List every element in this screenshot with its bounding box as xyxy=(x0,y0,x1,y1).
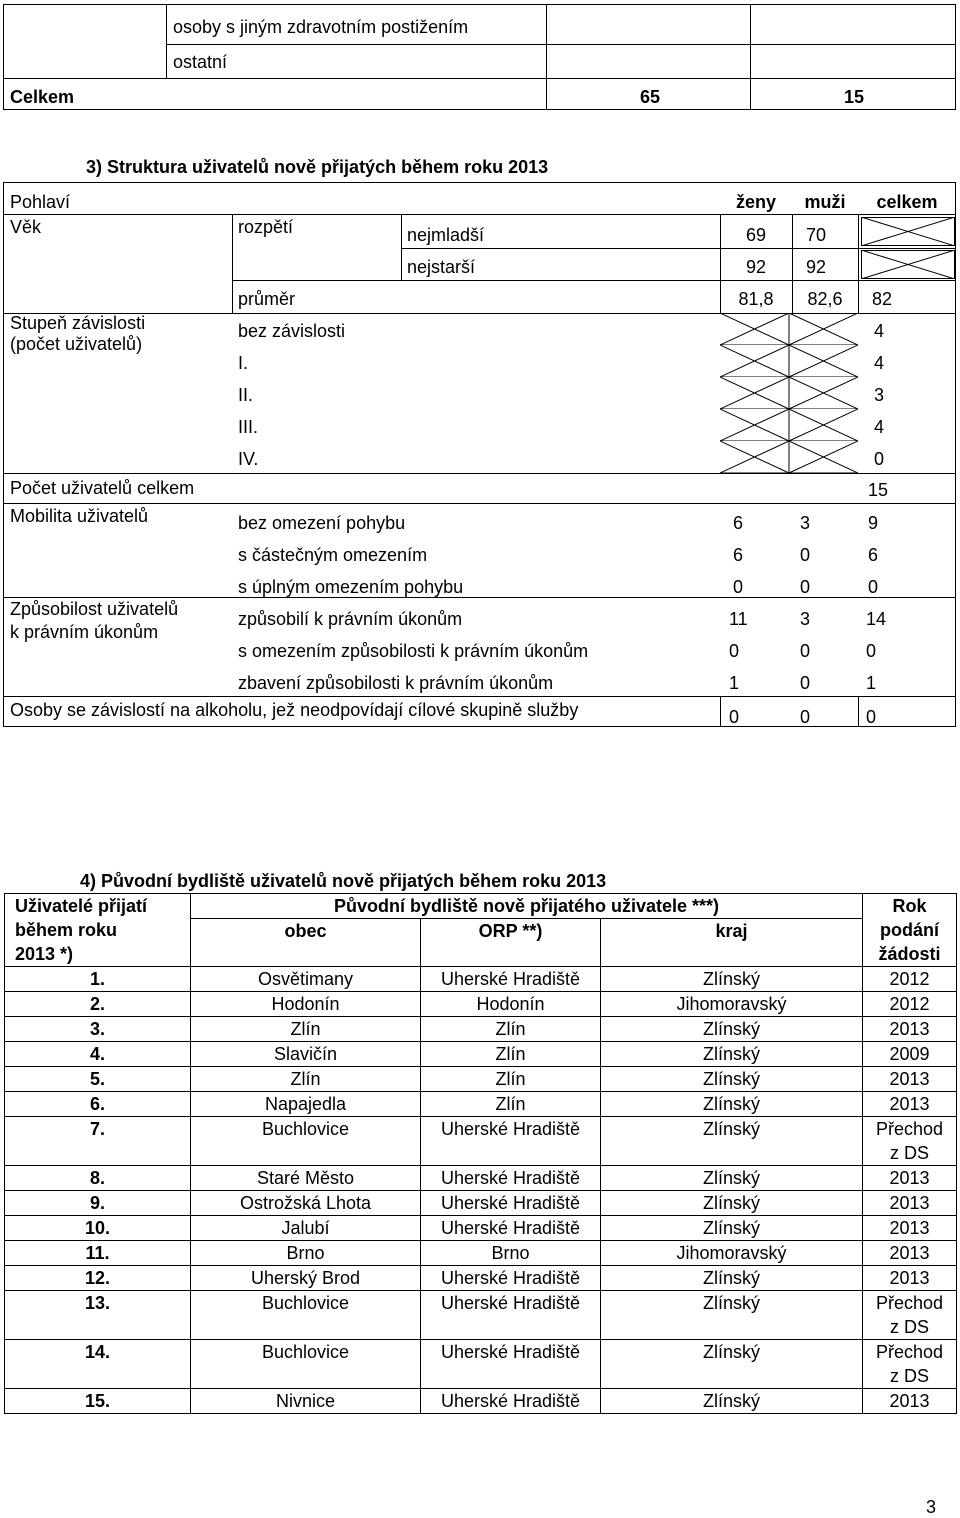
crossed-cell xyxy=(720,377,858,409)
stupen-celkem: 4 xyxy=(873,417,884,437)
section4-heading: 4) Původní bydliště uživatelů nově přijatých během roku 2013 xyxy=(80,871,607,891)
table-row xyxy=(5,1340,957,1389)
cell-orp: Zlín xyxy=(421,1067,601,1092)
stupen-row-label: I. xyxy=(238,353,249,373)
stupen-celkem: 0 xyxy=(873,449,884,469)
prumer-zeny: 81,8 xyxy=(738,289,774,309)
mobilita-label: Mobilita uživatelů xyxy=(10,506,149,526)
cell-rok: 2009 xyxy=(863,1042,957,1067)
cell-obec: Zlín xyxy=(191,1067,421,1092)
crossed-cell xyxy=(861,217,955,246)
cell-orp: Hodonín xyxy=(421,992,601,1017)
mobilita-row-label: bez omezení pohybu xyxy=(238,513,406,533)
table-row xyxy=(5,1241,957,1266)
stupen-label: (počet uživatelů) xyxy=(10,334,143,354)
cell-obec: Zlín xyxy=(191,1017,421,1042)
cell-rok: Přechod z DS xyxy=(863,1291,957,1340)
table-row xyxy=(5,967,957,992)
cell-orp: Zlín xyxy=(421,1042,601,1067)
row-number: 12. xyxy=(5,1266,191,1291)
cell-orp: Zlín xyxy=(421,1092,601,1117)
stupen-label: Stupeň závislosti xyxy=(10,313,146,333)
cell-kraj: Zlínský xyxy=(601,1117,863,1166)
mobilita-row-label: s úplným omezením pohybu xyxy=(238,577,464,597)
zpusobilost-zeny: 0 xyxy=(729,641,740,661)
alkohol-zeny: 0 xyxy=(729,707,740,727)
mobilita-celkem: 9 xyxy=(868,513,879,533)
mobilita-celkem: 6 xyxy=(868,545,879,565)
cell-obec: Buchlovice xyxy=(191,1291,421,1340)
nejstarsi-muzi: 92 xyxy=(805,257,827,277)
cell-rok: 2013 xyxy=(863,1067,957,1092)
row-number: 9. xyxy=(5,1191,191,1216)
cell-kraj: Zlínský xyxy=(601,1340,863,1389)
prumer-celkem: 82 xyxy=(872,289,893,309)
zpusobilost-muzi: 0 xyxy=(800,673,811,693)
zpusobilost-celkem: 0 xyxy=(866,641,877,661)
zpusobilost-zeny: 11 xyxy=(729,609,748,629)
cell-orp: Uherské Hradiště xyxy=(421,1117,601,1166)
cell-kraj: Zlínský xyxy=(601,1266,863,1291)
zpusobilost-label: Způsobilost uživatelů xyxy=(10,599,179,619)
row-number: 7. xyxy=(5,1117,191,1166)
table-row xyxy=(5,1291,957,1340)
cell-kraj: Jihomoravský xyxy=(601,992,863,1017)
cell-obec: Nivnice xyxy=(191,1389,421,1414)
cell-obec: Buchlovice xyxy=(191,1117,421,1166)
cell-kraj: Zlínský xyxy=(601,1389,863,1414)
mobilita-row-label: s částečným omezením xyxy=(238,545,428,565)
cell-obec: Jalubí xyxy=(191,1216,421,1241)
mobilita-zeny: 6 xyxy=(733,545,744,565)
cell-orp: Uherské Hradiště xyxy=(421,1291,601,1340)
cell-orp: Uherské Hradiště xyxy=(421,1389,601,1414)
cell-kraj: Jihomoravský xyxy=(601,1241,863,1266)
cell-obec: Napajedla xyxy=(191,1092,421,1117)
row-number: 3. xyxy=(5,1017,191,1042)
nejmladsi-muzi: 70 xyxy=(805,225,827,245)
zpusobilost-label: k právním úkonům xyxy=(10,622,159,642)
cell-rok: 2012 xyxy=(863,967,957,992)
cell-rok: Přechod z DS xyxy=(863,1117,957,1166)
zpusobilost-celkem: 14 xyxy=(866,609,887,629)
crossed-cell xyxy=(861,250,955,279)
crossed-cell xyxy=(720,441,858,473)
cell-kraj: Zlínský xyxy=(601,967,863,992)
crossed-cell xyxy=(720,313,858,345)
pocet-celkem-label: Počet uživatelů celkem xyxy=(10,478,195,498)
row-number: 14. xyxy=(5,1340,191,1389)
cell-rok: 2012 xyxy=(863,992,957,1017)
cell-rok: 2013 xyxy=(863,1389,957,1414)
cell-obec: Buchlovice xyxy=(191,1340,421,1389)
cell-kraj: Zlínský xyxy=(601,1092,863,1117)
cell-orp: Uherské Hradiště xyxy=(421,967,601,992)
stupen-celkem: 4 xyxy=(873,321,884,341)
table-row xyxy=(5,992,957,1017)
header-rok: Rok podání žádosti xyxy=(863,894,957,967)
row-number: 11. xyxy=(5,1241,191,1266)
cell-rok: 2013 xyxy=(863,1191,957,1216)
table-row xyxy=(5,1042,957,1067)
table-row xyxy=(5,1067,957,1092)
table-row xyxy=(5,1117,957,1166)
section3-heading: 3) Struktura uživatelů nově přijatých během roku 2013 xyxy=(86,157,549,177)
col-header-zeny: ženy xyxy=(735,192,777,212)
alkohol-muzi: 0 xyxy=(800,707,811,727)
page-number: 3 xyxy=(926,1497,937,1517)
zpusobilost-celkem: 1 xyxy=(866,673,877,693)
mobilita-muzi: 0 xyxy=(800,545,811,565)
cell-orp: Zlín xyxy=(421,1017,601,1042)
cell-rok: 2013 xyxy=(863,1266,957,1291)
table-row xyxy=(5,1017,957,1042)
mobilita-muzi: 3 xyxy=(800,513,811,533)
row-number: 6. xyxy=(5,1092,191,1117)
cell-rok: 2013 xyxy=(863,1216,957,1241)
cell-kraj: Zlínský xyxy=(601,1216,863,1241)
nejmladsi-zeny: 69 xyxy=(745,225,767,245)
vek-label: Věk xyxy=(10,217,42,237)
row-number: 15. xyxy=(5,1389,191,1414)
table1-row-label: osoby s jiným zdravotním postižením xyxy=(173,17,469,37)
cell-orp: Uherské Hradiště xyxy=(421,1166,601,1191)
zpusobilost-muzi: 3 xyxy=(800,609,811,629)
residence-table xyxy=(4,893,957,1414)
row-number: 4. xyxy=(5,1042,191,1067)
stupen-row-label: II. xyxy=(238,385,254,405)
nejstarsi-label: nejstarší xyxy=(407,257,476,277)
zpusobilost-row-label: způsobilí k právním úkonům xyxy=(238,609,463,629)
nejmladsi-label: nejmladší xyxy=(407,225,485,245)
row-number: 2. xyxy=(5,992,191,1017)
cell-obec: Osvětimany xyxy=(191,967,421,992)
pocet-celkem-value: 15 xyxy=(867,480,888,500)
cell-kraj: Zlínský xyxy=(601,1291,863,1340)
cell-obec: Hodonín xyxy=(191,992,421,1017)
row-number: 10. xyxy=(5,1216,191,1241)
prumer-muzi: 82,6 xyxy=(807,289,843,309)
zpusobilost-muzi: 0 xyxy=(800,641,811,661)
table-row xyxy=(5,1266,957,1291)
nejstarsi-zeny: 92 xyxy=(745,257,767,277)
cell-obec: Brno xyxy=(191,1241,421,1266)
cell-orp: Uherské Hradiště xyxy=(421,1191,601,1216)
header-uzivatele: Uživatelé přijatí během roku 2013 *) xyxy=(5,894,191,967)
cell-kraj: Zlínský xyxy=(601,1166,863,1191)
crossed-cell xyxy=(720,409,858,441)
zpusobilost-row-label: zbavení způsobilosti k právním úkonům xyxy=(238,673,554,693)
col-header-muzi: muži xyxy=(804,192,846,212)
alkohol-celkem: 0 xyxy=(866,707,877,727)
alkohol-label: Osoby se závislostí na alkoholu, jež neodpovídají cílové skupině služby xyxy=(10,700,579,720)
stupen-row-label: IV. xyxy=(238,449,259,469)
row-number: 1. xyxy=(5,967,191,992)
cell-orp: Brno xyxy=(421,1241,601,1266)
table-row xyxy=(5,1166,957,1191)
zpusobilost-row-label: s omezením způsobilosti k právním úkonům xyxy=(238,641,589,661)
pohlavi-label: Pohlaví xyxy=(10,192,71,212)
rozpeti-label: rozpětí xyxy=(238,217,294,237)
stupen-row-label: III. xyxy=(238,417,259,437)
table1-row-label: ostatní xyxy=(173,52,228,72)
stupen-celkem: 4 xyxy=(873,353,884,373)
cell-rok: Přechod z DS xyxy=(863,1340,957,1389)
table-row xyxy=(5,1092,957,1117)
cell-kraj: Zlínský xyxy=(601,1191,863,1216)
header-kraj: kraj xyxy=(601,919,863,967)
table-row xyxy=(5,1191,957,1216)
zpusobilost-zeny: 1 xyxy=(729,673,740,693)
cell-rok: 2013 xyxy=(863,1092,957,1117)
stupen-celkem: 3 xyxy=(873,385,884,405)
table-row xyxy=(5,1216,957,1241)
cell-kraj: Zlínský xyxy=(601,1017,863,1042)
mobilita-celkem: 0 xyxy=(868,577,879,597)
cell-orp: Uherské Hradiště xyxy=(421,1266,601,1291)
cell-obec: Ostrožská Lhota xyxy=(191,1191,421,1216)
mobilita-zeny: 6 xyxy=(733,513,744,533)
prumer-label: průměr xyxy=(238,289,296,309)
table-row xyxy=(5,1389,957,1414)
cell-kraj: Zlínský xyxy=(601,1042,863,1067)
cell-orp: Uherské Hradiště xyxy=(421,1216,601,1241)
residence-table-body xyxy=(5,967,957,1414)
row-number: 5. xyxy=(5,1067,191,1092)
crossed-cell xyxy=(720,345,858,377)
header-orp: ORP **) xyxy=(421,919,601,967)
mobilita-zeny: 0 xyxy=(733,577,744,597)
mobilita-muzi: 0 xyxy=(800,577,811,597)
row-number: 8. xyxy=(5,1166,191,1191)
cell-rok: 2013 xyxy=(863,1241,957,1266)
cell-rok: 2013 xyxy=(863,1017,957,1042)
row-number: 13. xyxy=(5,1291,191,1340)
cell-kraj: Zlínský xyxy=(601,1067,863,1092)
stupen-row-label: bez závislosti xyxy=(238,321,346,341)
cell-obec: Slavičín xyxy=(191,1042,421,1067)
cell-obec: Staré Město xyxy=(191,1166,421,1191)
header-puvodni: Původní bydliště nově přijatého uživatele ***) xyxy=(191,894,863,919)
cell-obec: Uherský Brod xyxy=(191,1266,421,1291)
table1-total-value: 65 xyxy=(639,87,660,107)
col-header-celkem: celkem xyxy=(876,192,938,212)
table1-total-value: 15 xyxy=(843,87,864,107)
table1-total-label: Celkem xyxy=(10,87,75,107)
cell-rok: 2013 xyxy=(863,1166,957,1191)
header-obec: obec xyxy=(191,919,421,967)
cell-orp: Uherské Hradiště xyxy=(421,1340,601,1389)
